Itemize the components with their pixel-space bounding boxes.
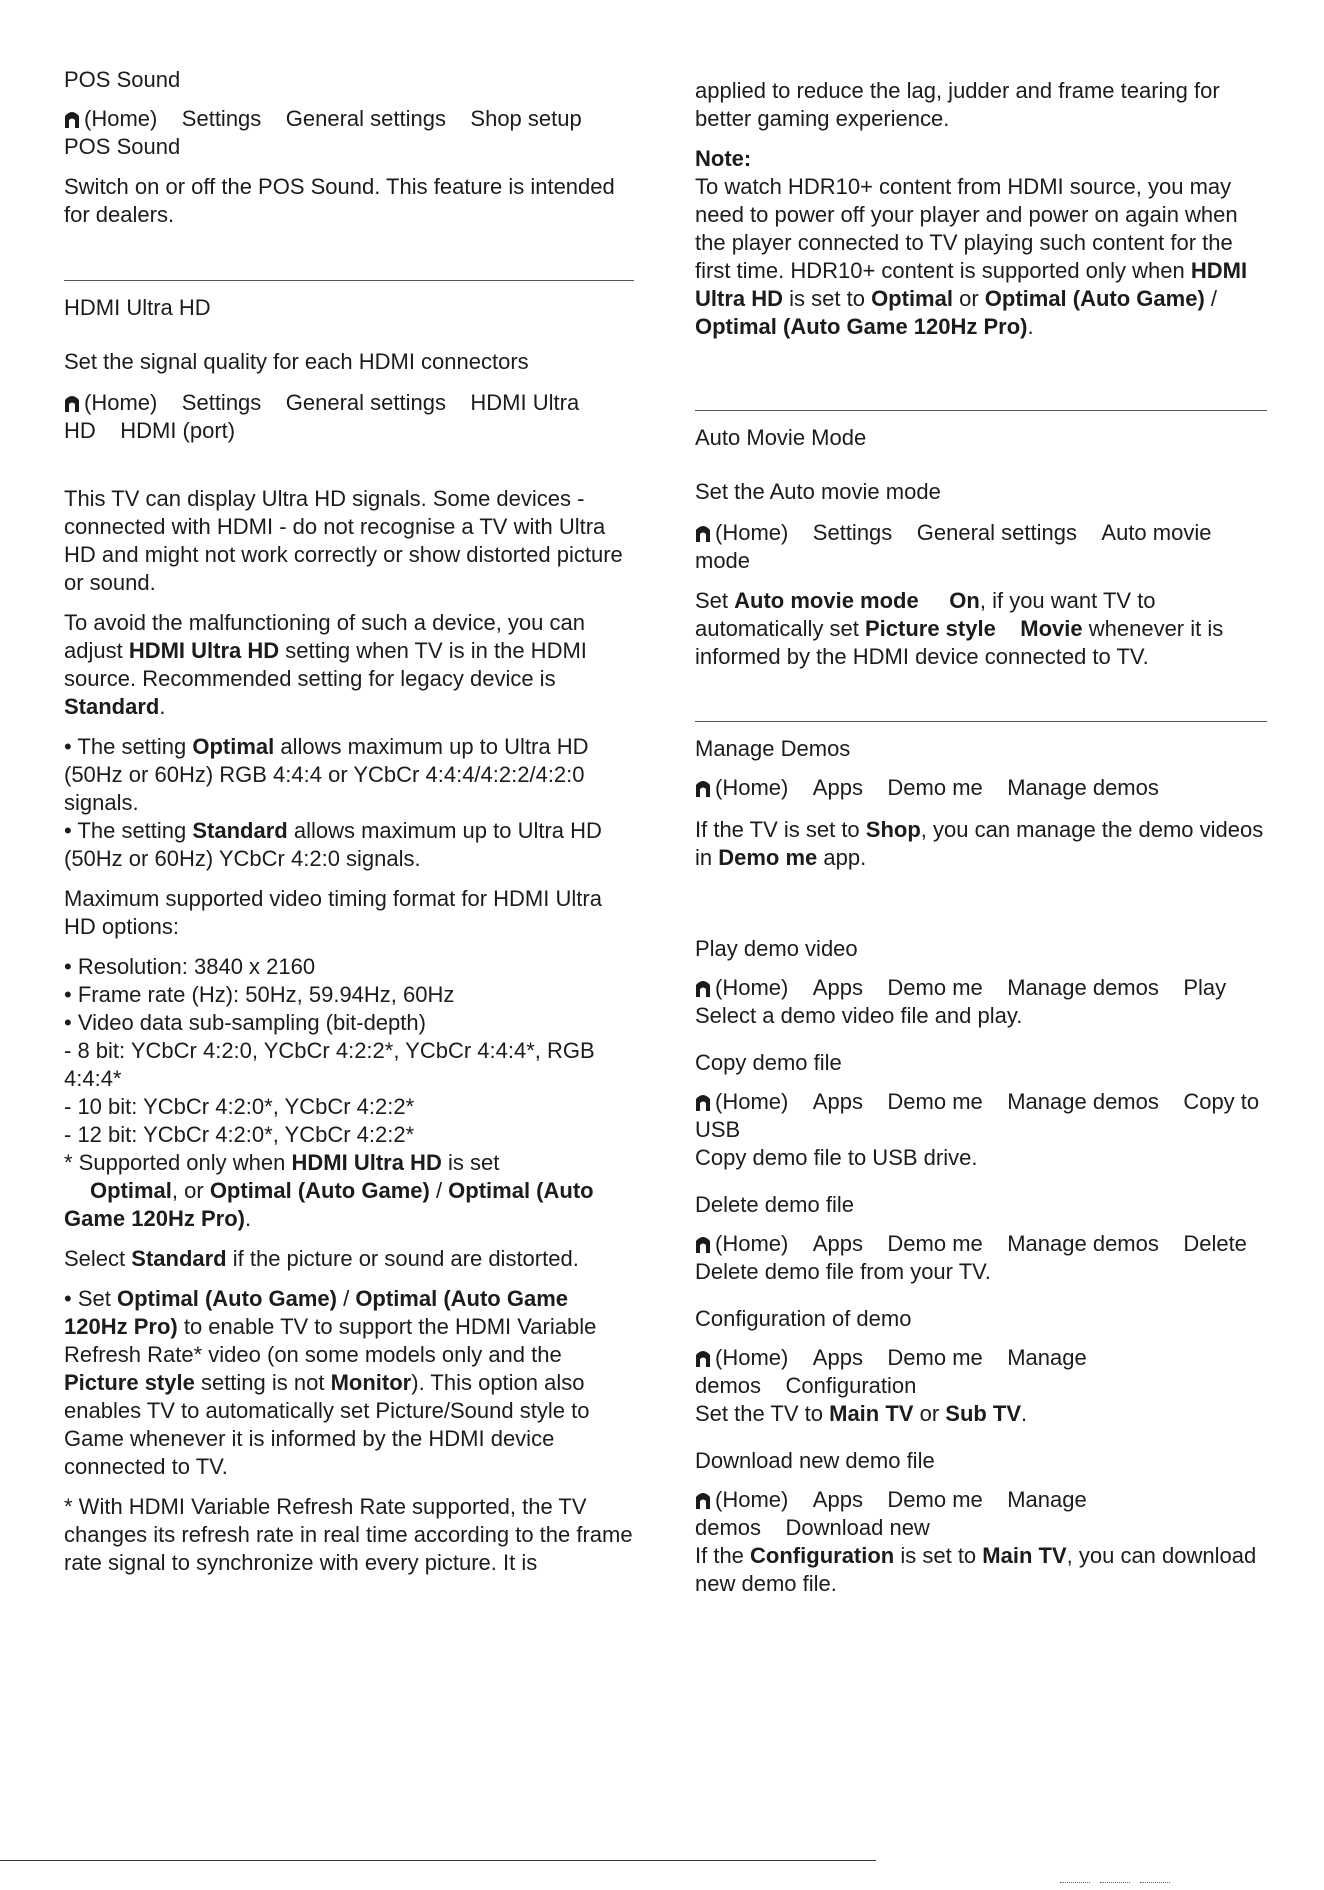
- hdmi-paragraph: To avoid the malfunctioning of such a device, you can adjust HDMI Ultra HD setting when TV is in the HDMI source. Recommended setting for legacy device is Standard.: [64, 610, 587, 719]
- config-demo-title: Configuration of demo: [695, 1306, 912, 1331]
- breadcrumb-item: (Home): [715, 1487, 789, 1512]
- breadcrumb-item: Apps: [812, 1487, 863, 1512]
- config-demo-body: Set the TV to Main TV or Sub TV.: [695, 1401, 1028, 1426]
- list-item: • Frame rate (Hz): 50Hz, 59.94Hz, 60Hz: [64, 982, 455, 1007]
- breadcrumb-item: Manage demos: [1007, 1089, 1159, 1114]
- breadcrumb: [695, 974, 1267, 1002]
- breadcrumb-item: (Home): [715, 520, 789, 545]
- hdmi-paragraph: This TV can display Ultra HD signals. Some devices - connected with HDMI - do not recognise a TV with Ultra HD and might not work correctly or show distorted picture or sound.: [64, 486, 623, 595]
- home-icon: [64, 392, 80, 412]
- breadcrumb-item: Demo me: [887, 1487, 983, 1512]
- breadcrumb-item: Demo me: [887, 975, 983, 1000]
- auto-movie-title: Auto Movie Mode: [695, 425, 867, 450]
- list-item: - 8 bit: YCbCr 4:2:0, YCbCr 4:2:2*, YCbCr 4:4:4*, RGB 4:4:4*: [64, 1038, 595, 1091]
- delete-demo-title: Delete demo file: [695, 1192, 854, 1217]
- hdmi-paragraph: Maximum supported video timing format for HDMI Ultra HD options:: [64, 886, 602, 939]
- download-demo-body: If the Configuration is set to Main TV, you can download new demo file.: [695, 1543, 1257, 1596]
- breadcrumb-item: Apps: [812, 775, 863, 800]
- manage-demos-section: [695, 735, 1267, 1598]
- footer-rule: [0, 1860, 876, 1861]
- manage-demos-body: If the TV is set to Shop, you can manage the demo videos in Demo me app.: [695, 817, 1264, 870]
- hdmi-paragraph: Select Standard if the picture or sound are distorted.: [64, 1246, 579, 1271]
- breadcrumb-item: Download new: [785, 1515, 930, 1540]
- breadcrumb-item: (Home): [84, 390, 158, 415]
- home-icon: [695, 777, 711, 797]
- breadcrumb-item: Demo me: [887, 1231, 983, 1256]
- breadcrumb-item: Demo me: [887, 1089, 983, 1114]
- breadcrumb-item: Apps: [812, 1089, 863, 1114]
- breadcrumb: [695, 1486, 1267, 1542]
- breadcrumb: [695, 1230, 1267, 1258]
- auto-movie-body: Set Auto movie mode On, if you want TV to automatically set Picture style Movie whenever it is informed by the HDMI device connected to TV.: [695, 588, 1224, 669]
- breadcrumb-item: Manage demos: [1007, 975, 1159, 1000]
- breadcrumb: [64, 389, 634, 445]
- copy-demo-title: Copy demo file: [695, 1050, 842, 1075]
- breadcrumb-item: Manage demos: [695, 1345, 1087, 1398]
- pos-sound-body: Switch on or off the POS Sound. This feature is intended for dealers.: [64, 174, 615, 227]
- breadcrumb-item: General settings: [285, 390, 446, 415]
- home-icon: [64, 108, 80, 128]
- breadcrumb: [64, 105, 634, 161]
- section-divider: [64, 280, 634, 281]
- play-demo-body: Select a demo video file and play.: [695, 1003, 1023, 1028]
- breadcrumb-item: (Home): [715, 1089, 789, 1114]
- breadcrumb-item: Settings: [812, 520, 893, 545]
- breadcrumb-item: Demo me: [887, 775, 983, 800]
- copy-demo-body: Copy demo file to USB drive.: [695, 1145, 978, 1170]
- footer-marks: [1060, 1862, 1210, 1868]
- breadcrumb-item: Auto movie mode: [695, 520, 1212, 573]
- breadcrumb-item: (Home): [715, 1231, 789, 1256]
- breadcrumb-item: Manage demos: [1007, 1231, 1159, 1256]
- breadcrumb-item: Settings: [181, 106, 262, 131]
- breadcrumb-item: General settings: [285, 106, 446, 131]
- list-item: • Resolution: 3840 x 2160: [64, 954, 316, 979]
- home-icon: [695, 522, 711, 542]
- breadcrumb: [695, 774, 1267, 802]
- breadcrumb-item: POS Sound: [64, 134, 181, 159]
- auto-movie-mode-section: [695, 424, 1267, 671]
- left-column: [64, 66, 634, 1589]
- breadcrumb: [695, 1344, 1267, 1400]
- list-item: - 10 bit: YCbCr 4:2:0*, YCbCr 4:2:2*: [64, 1094, 415, 1119]
- breadcrumb-item: Apps: [812, 975, 863, 1000]
- breadcrumb: [695, 519, 1267, 575]
- breadcrumb-item: Apps: [812, 1231, 863, 1256]
- footnote: * With HDMI Variable Refresh Rate supported, the TV changes its refresh rate in real time according to the frame rate signal to synchronize with every picture. It is: [64, 1494, 633, 1575]
- breadcrumb-item: HDMI Ultra HD: [64, 390, 580, 443]
- manage-demos-title: Manage Demos: [695, 736, 851, 761]
- breadcrumb-item: Apps: [812, 1345, 863, 1370]
- section-divider: [695, 721, 1267, 722]
- pos-sound-section: [64, 66, 634, 229]
- hdmi-title: HDMI Ultra HD: [64, 295, 211, 320]
- note-label: Note:: [695, 146, 752, 171]
- hdmi-option-text: • The setting Standard allows maximum up to Ultra HD (50Hz or 60Hz) YCbCr 4:2:0 signals.: [64, 818, 602, 871]
- hdmi-subtitle: Set the signal quality for each HDMI connectors: [64, 349, 529, 374]
- breadcrumb-item: (Home): [715, 975, 789, 1000]
- breadcrumb-item: Manage demos: [1007, 775, 1159, 800]
- breadcrumb-item: Delete: [1183, 1231, 1247, 1256]
- pos-sound-title: POS Sound: [64, 67, 181, 92]
- list-item: - 12 bit: YCbCr 4:2:0*, YCbCr 4:2:2*: [64, 1122, 415, 1147]
- breadcrumb-item: General settings: [916, 520, 1077, 545]
- right-column: [695, 77, 1267, 1610]
- breadcrumb-item: (Home): [715, 775, 789, 800]
- home-icon: [695, 1091, 711, 1111]
- breadcrumb-item: Configuration: [785, 1373, 917, 1398]
- breadcrumb-item: (Home): [84, 106, 158, 131]
- home-icon: [695, 1489, 711, 1509]
- breadcrumb-item: Settings: [181, 390, 262, 415]
- breadcrumb-item: Play: [1183, 975, 1227, 1000]
- auto-movie-subtitle: Set the Auto movie mode: [695, 479, 941, 504]
- continued-paragraph: applied to reduce the lag, judder and frame tearing for better gaming experience.: [695, 78, 1220, 131]
- breadcrumb-item: HDMI (port): [120, 418, 236, 443]
- home-icon: [695, 1347, 711, 1367]
- breadcrumb-item: Manage demos: [695, 1487, 1087, 1540]
- hdmi-ultra-hd-section: [64, 294, 634, 1577]
- list-item: • Video data sub-sampling (bit-depth): [64, 1010, 426, 1035]
- hdmi-option-text: • The setting Optimal allows maximum up to Ultra HD (50Hz or 60Hz) RGB 4:4:4 or YCbCr 4:4:4/4:2:2/4:2:0 signals.: [64, 734, 589, 815]
- timing-list: [64, 953, 634, 1149]
- breadcrumb-item: Shop setup: [470, 106, 582, 131]
- home-icon: [695, 977, 711, 997]
- delete-demo-body: Delete demo file from your TV.: [695, 1259, 991, 1284]
- breadcrumb-item: (Home): [715, 1345, 789, 1370]
- breadcrumb-item: Copy to USB: [695, 1089, 1260, 1142]
- download-demo-title: Download new demo file: [695, 1448, 935, 1473]
- hdmi-paragraph: • Set Optimal (Auto Game) / Optimal (Auto Game 120Hz Pro) to enable TV to support the HDMI Variable Refresh Rate* video (on some models only and the Picture style setting is not Monitor). This option also enables TV to automatically set Picture/Sound style to Game whenever it is informed by the HDMI device connected to TV.: [64, 1286, 597, 1479]
- note-paragraph: To watch HDR10+ content from HDMI source, you may need to power off your player and power on again when the player connected to TV playing such content for the first time. HDR10+ content is supported only when HDMI Ultra HD is set to Optimal or Optimal (Auto Game) / Optimal (Auto Game 120Hz Pro).: [695, 174, 1248, 339]
- section-divider: [695, 410, 1267, 411]
- breadcrumb-item: Demo me: [887, 1345, 983, 1370]
- footnote: * Supported only when HDMI Ultra HD is set Optimal, or Optimal (Auto Game) / Optimal (Auto Game 120Hz Pro).: [64, 1150, 594, 1231]
- home-icon: [695, 1233, 711, 1253]
- play-demo-title: Play demo video: [695, 936, 858, 961]
- breadcrumb: [695, 1088, 1267, 1144]
